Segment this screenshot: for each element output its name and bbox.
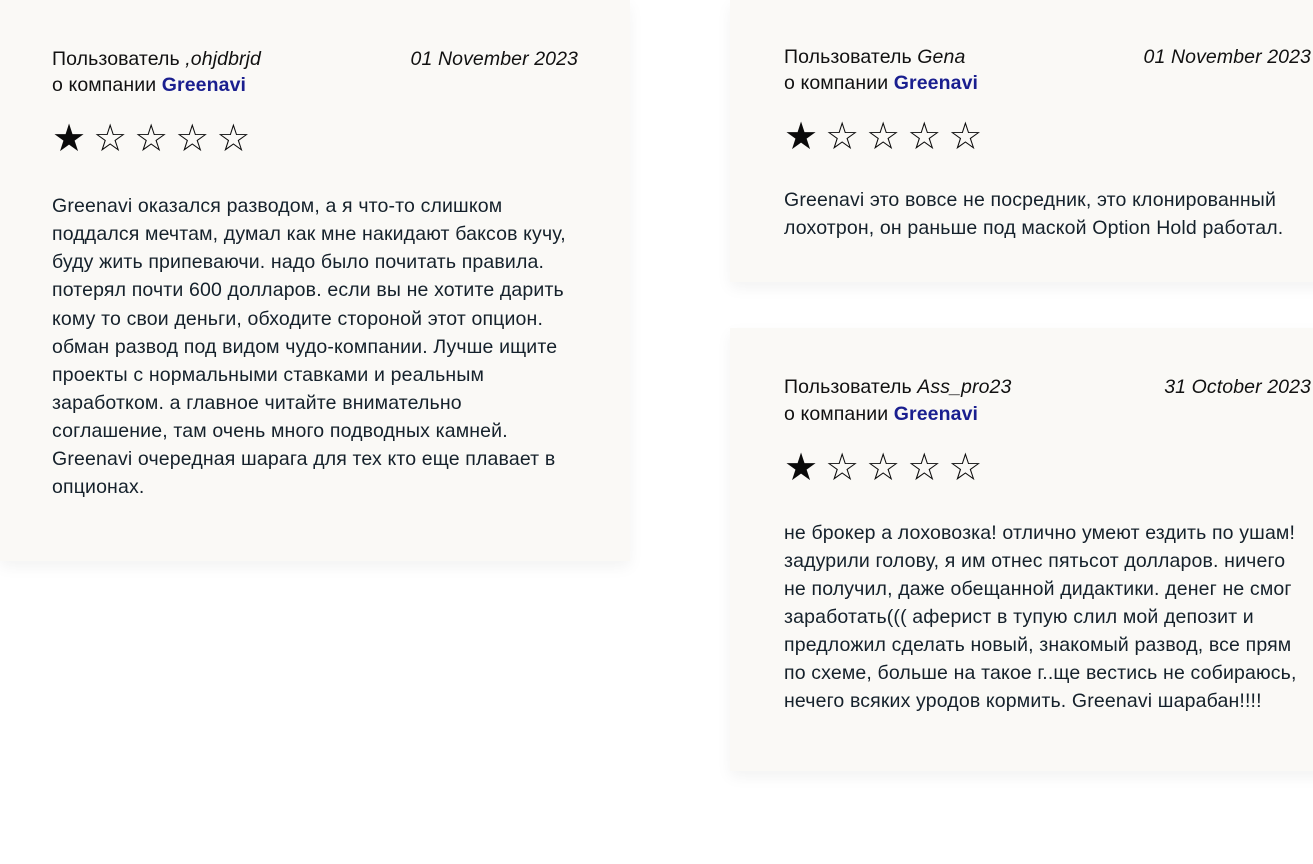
review-username: Ass_pro23	[917, 376, 1012, 399]
star-empty-icon: ☆	[907, 446, 942, 489]
review-username: Gena	[917, 46, 966, 68]
review-author-block	[52, 46, 261, 98]
rating-stars	[52, 118, 578, 161]
star-filled-icon: ★	[784, 116, 819, 159]
company-prefix-label: о компании	[52, 74, 157, 97]
review-author-block	[784, 374, 1011, 426]
user-prefix-label: Пользователь	[784, 376, 912, 399]
review-company-line	[784, 70, 978, 96]
review-date: 01 November 2023	[1143, 46, 1311, 68]
review-header	[52, 46, 578, 98]
review-body: Greenavi оказался разводом, а я что-то слишком поддался мечтам, думал как мне накидают баксов кучу, буду жить припеваючи. надо было почитать правила. потерял почти 600 долларов. если вы не хотите дарить кому то свои деньги, обходите стороной этот опцион. обман развод под видом чудо-компании. Лучше ищите проекты с нормальными ставками и реальным заработком. а главное читайте внимательно соглашение, там очень много подводных камней. Greenavi очередная шарага для тех кто еще плавает в опционах.	[52, 195, 572, 499]
star-filled-icon: ★	[784, 446, 819, 489]
company-link[interactable]: Greenavi	[161, 74, 247, 97]
review-author-line	[784, 44, 978, 70]
review-card	[0, 0, 630, 561]
star-filled-icon: ★	[52, 118, 87, 161]
star-empty-icon: ☆	[216, 118, 251, 161]
review-card	[730, 328, 1313, 771]
star-empty-icon: ☆	[134, 118, 169, 161]
review-username: ,ohjdbrjd	[185, 48, 261, 70]
star-empty-icon: ☆	[866, 446, 901, 489]
star-empty-icon: ☆	[825, 116, 860, 159]
company-prefix-label: о компании	[784, 72, 889, 95]
user-prefix-label: Пользователь	[784, 46, 912, 68]
review-header	[784, 374, 1311, 426]
star-empty-icon: ☆	[907, 116, 942, 159]
star-empty-icon: ☆	[93, 118, 128, 161]
review-author-line	[784, 374, 1011, 400]
company-link[interactable]: Greenavi	[893, 72, 979, 95]
rating-stars	[784, 116, 1311, 159]
user-prefix-label: Пользователь	[52, 48, 180, 70]
review-header	[784, 44, 1311, 96]
review-date: 31 October 2023	[1164, 376, 1311, 399]
star-empty-icon: ☆	[175, 118, 210, 161]
rating-stars	[784, 446, 1311, 489]
review-body: Greenavi это вовсе не посредник, это клонированный лохотрон, он раньше под маской Option Hold работал.	[784, 189, 1284, 240]
review-company-line	[784, 401, 1011, 427]
review-body: не брокер а лоховозка! отлично умеют ездить по ушам! задурили голову, я им отнес пятьсот долларов. ничего не получил, даже обещанной дидактики. денег не смог заработать((( аферист в тупую слил мой депозит и предложил сделать новый, знакомый развод, все прям по схеме, больше на такое г..ще вестись не собираюсь, нечего всяких уродов кормить. Greenavi шарабан!!!!	[784, 521, 1303, 713]
star-empty-icon: ☆	[866, 116, 901, 159]
review-author-block	[784, 44, 978, 96]
company-link[interactable]: Greenavi	[893, 402, 979, 425]
star-empty-icon: ☆	[948, 116, 983, 159]
star-empty-icon: ☆	[825, 446, 860, 489]
reviews-column-left	[0, 0, 630, 864]
star-empty-icon: ☆	[948, 446, 983, 489]
review-author-line	[52, 46, 261, 72]
review-date: 01 November 2023	[410, 48, 578, 70]
review-company-line	[52, 72, 261, 98]
company-prefix-label: о компании	[784, 402, 889, 425]
review-card	[730, 0, 1313, 282]
reviews-column-right	[730, 0, 1313, 864]
